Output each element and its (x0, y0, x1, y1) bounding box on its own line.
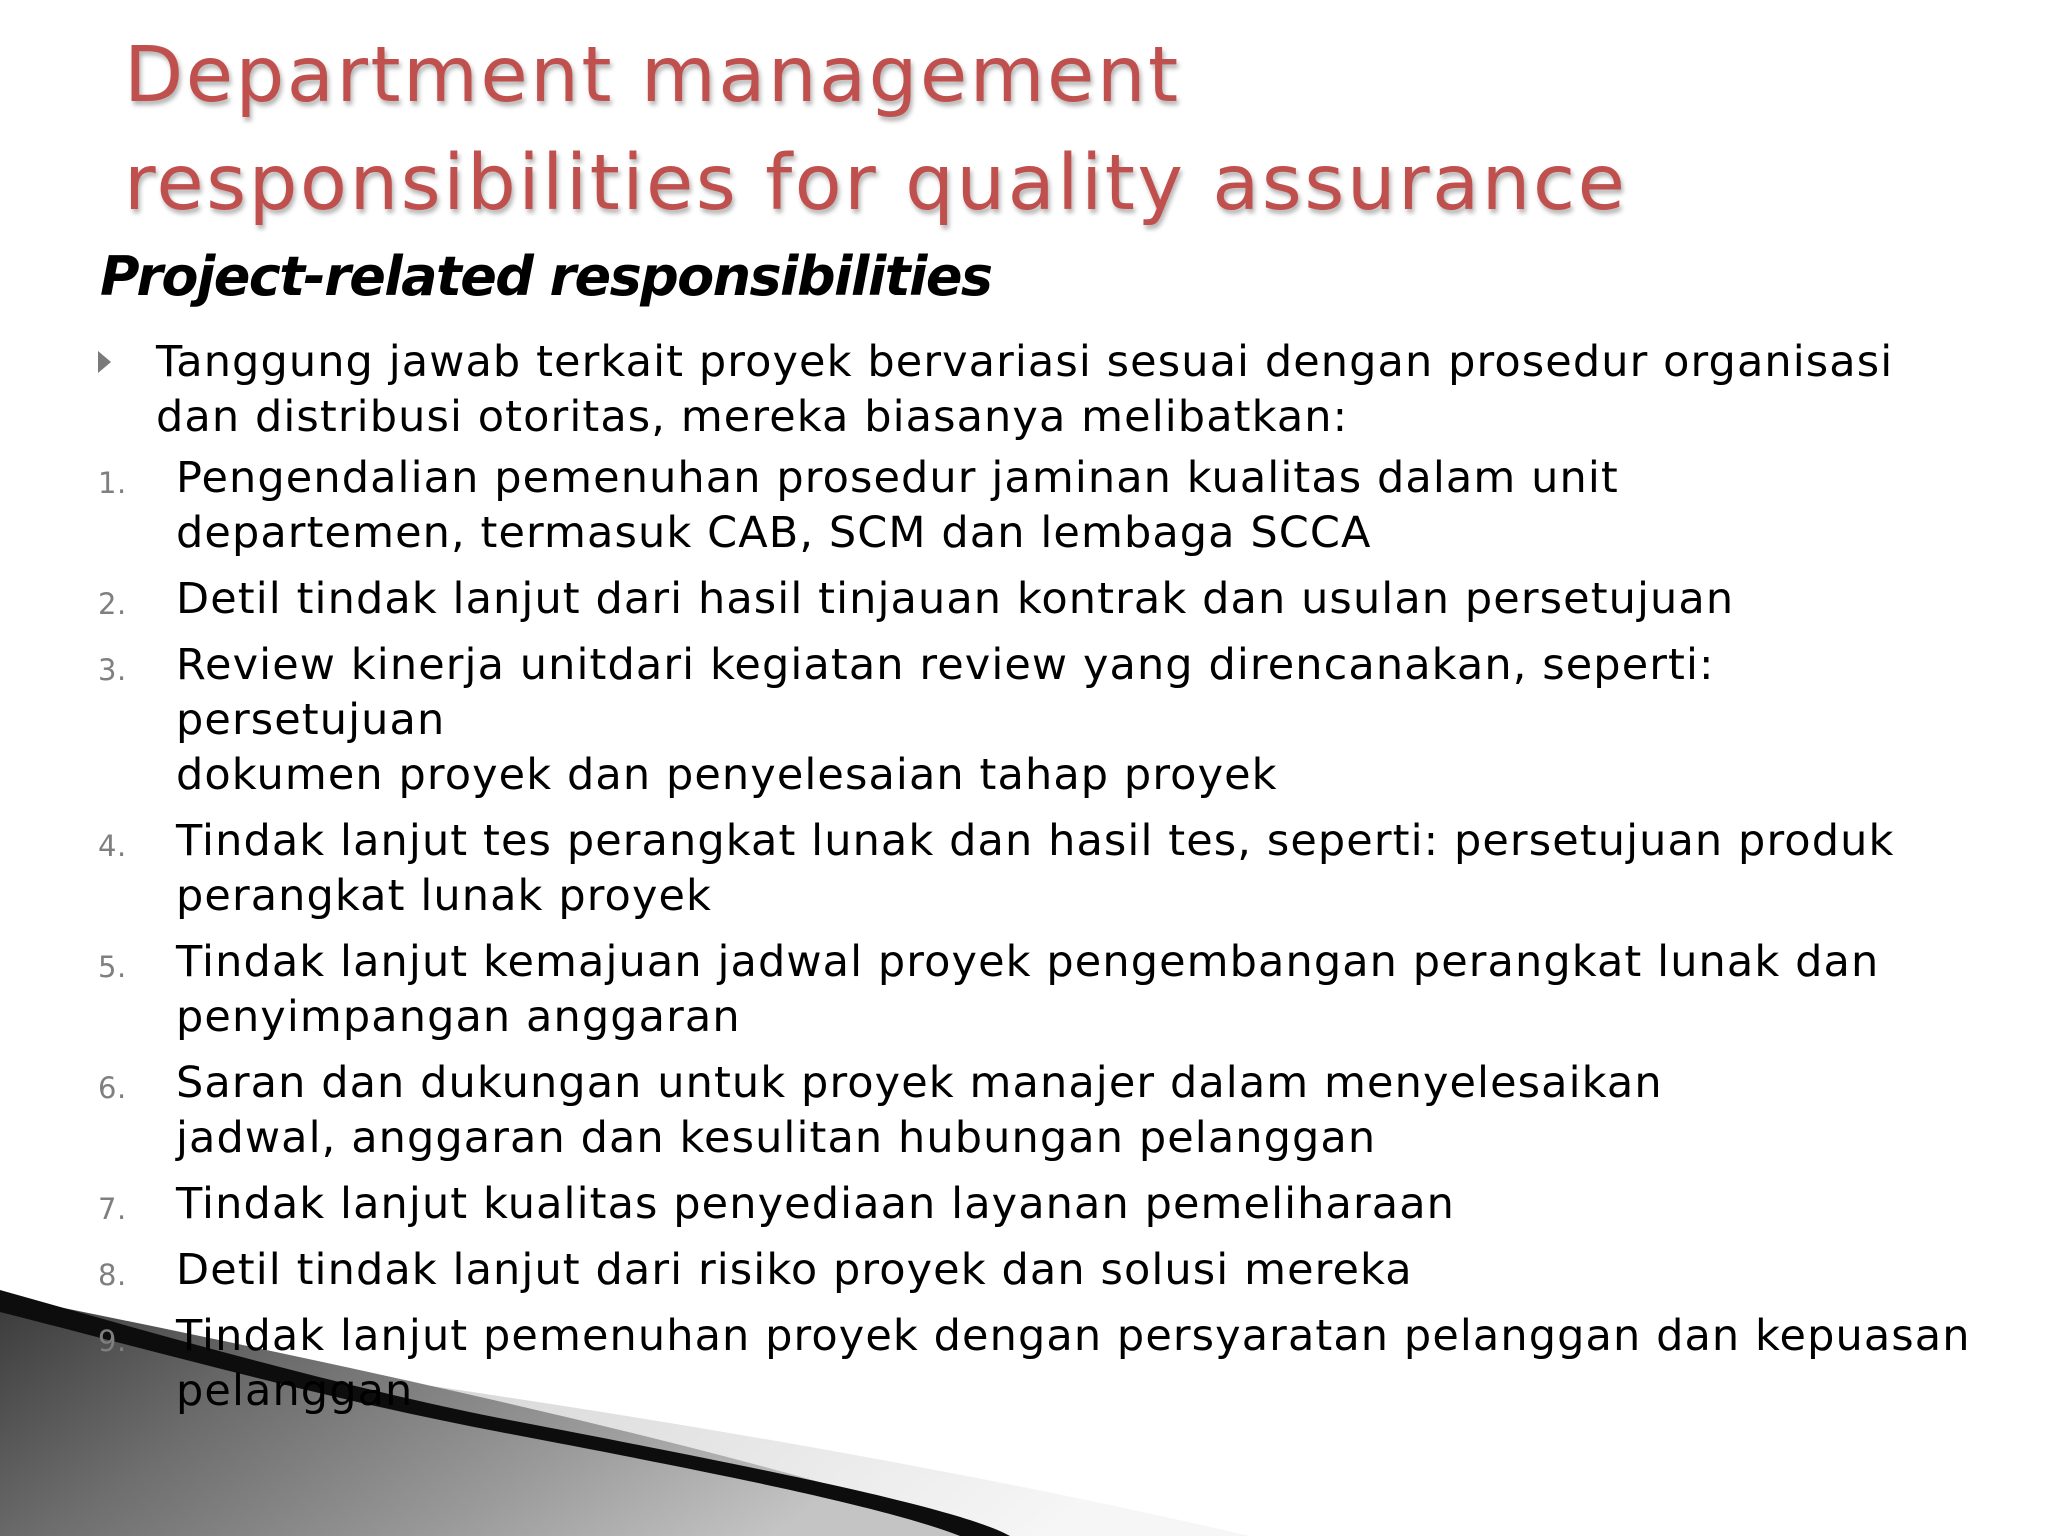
list-item-number: 3. (98, 653, 127, 687)
list-item (98, 1309, 1998, 1419)
list-item-text: Tindak lanjut kemajuan jadwal proyek pengembangan perangkat lunak dan penyimpangan anggaran (176, 937, 1880, 1042)
list-item-number: 8. (98, 1258, 127, 1292)
list-item (98, 572, 1998, 627)
list-item (98, 1243, 1998, 1298)
list-item-number: 4. (98, 829, 127, 863)
section-subtitle: Project-related responsibilities (100, 245, 992, 308)
list-item-text: Detil tindak lanjut dari hasil tinjauan kontrak dan usulan persetujuan (176, 574, 1735, 624)
slide-title-line-1: Department management (124, 31, 1181, 120)
responsibilities-list (98, 451, 1998, 1430)
intro-bullet-text: Tanggung jawab terkait proyek bervariasi sesuai dengan prosedur organisasi dan distribusi otoritas, mereka biasanya melibatkan: (156, 337, 1894, 442)
list-item (98, 1177, 1998, 1232)
list-item-number: 1. (98, 466, 127, 500)
list-item-text: Tindak lanjut kualitas penyediaan layanan pemeliharaan (176, 1179, 1455, 1229)
list-item-number: 2. (98, 587, 127, 621)
triangle-bullet-icon (98, 351, 111, 373)
list-item-number: 9. (98, 1324, 127, 1358)
list-item (98, 1056, 1998, 1166)
slide-title-line-2: responsibilities for quality assurance (124, 139, 1628, 228)
list-item (98, 814, 1998, 924)
list-item-text: Review kinerja unitdari kegiatan review yang direncanakan, seperti: persetujuan dokumen proyek dan penyelesaian tahap proyek (176, 640, 1715, 800)
list-item-number: 6. (98, 1071, 127, 1105)
list-item-text: Tindak lanjut pemenuhan proyek dengan persyaratan pelanggan dan kepuasan pelanggan (176, 1311, 1971, 1416)
list-item-text: Pengendalian pemenuhan prosedur jaminan kualitas dalam unit departemen, termasuk CAB, SCM dan lembaga SCCA (176, 453, 1619, 558)
list-item (98, 451, 1998, 561)
slide-title (124, 22, 1924, 238)
list-item-number: 7. (98, 1192, 127, 1226)
list-item (98, 638, 1998, 803)
list-item-text: Tindak lanjut tes perangkat lunak dan hasil tes, seperti: persetujuan produk perangkat lunak proyek (176, 816, 1895, 921)
list-item-number: 5. (98, 950, 127, 984)
list-item (98, 935, 1998, 1045)
list-item-text: Detil tindak lanjut dari risiko proyek dan solusi mereka (176, 1245, 1413, 1295)
list-item-text: Saran dan dukungan untuk proyek manajer dalam menyelesaikan jadwal, anggaran dan kesulitan hubungan pelanggan (176, 1058, 1663, 1163)
